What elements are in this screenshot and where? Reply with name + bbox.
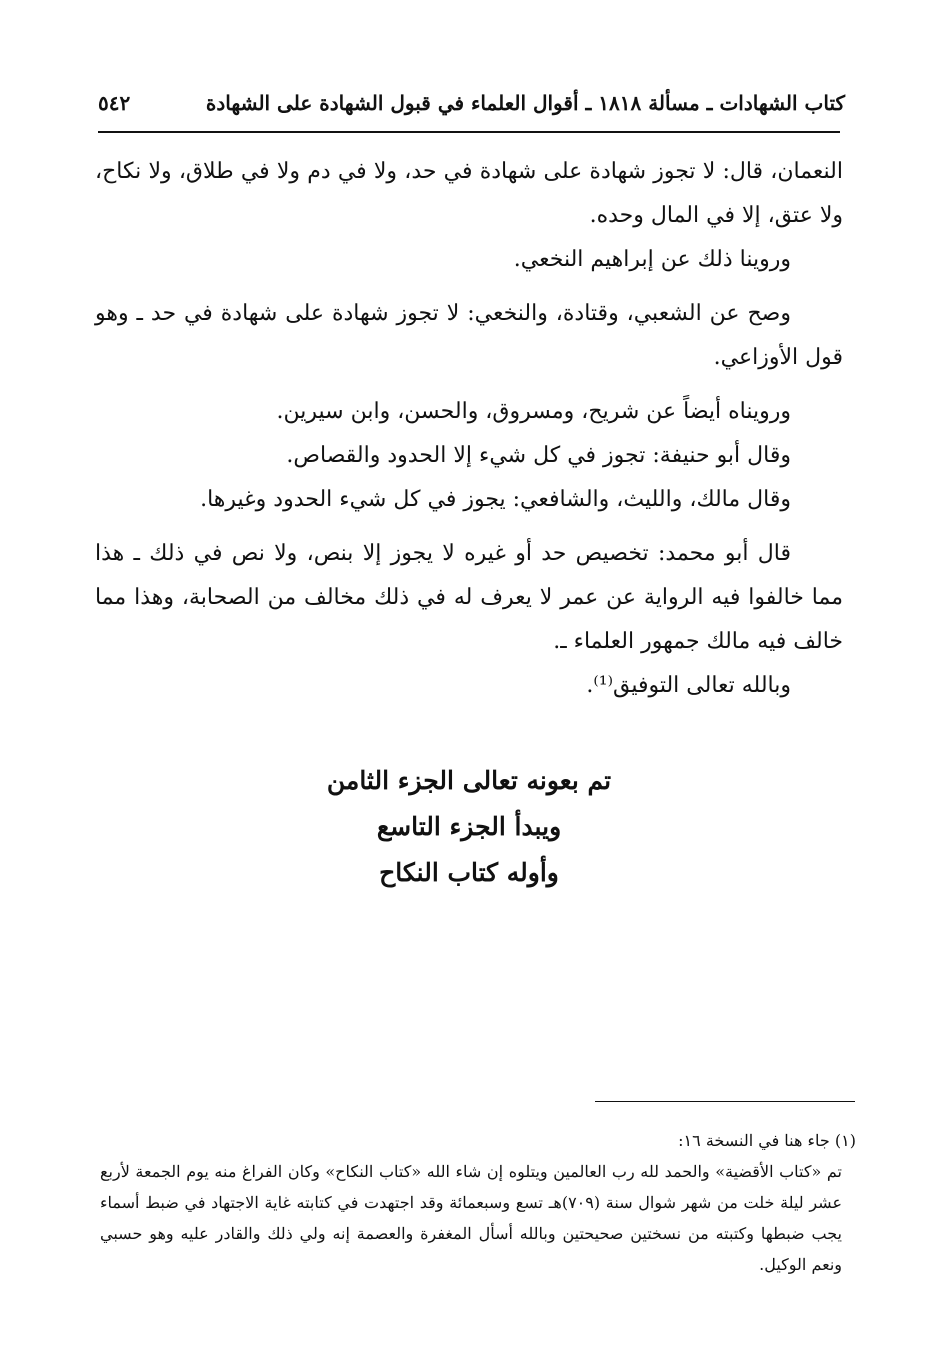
header-rule [98, 131, 840, 133]
page-header [98, 80, 845, 126]
footnotes [100, 1125, 856, 1280]
footnote-rule [595, 1101, 855, 1102]
closing-line: وأوله كتاب النكاح [379, 858, 559, 887]
paragraph: النعمان، قال: لا تجوز شهادة على شهادة في حد، ولا في دم ولا في طلاق، ولا نكاح، ولا عتق، إلا في المال وحده. [95, 159, 843, 228]
paragraph: وقال مالك، والليث، والشافعي: يجوز في كل شيء الحدود وغيرها. [200, 487, 791, 512]
running-title: كتاب الشهادات ـ مسألة ١٨١٨ ـ أقوال العلماء في قبول الشهادة على الشهادة [205, 91, 845, 115]
closing-line: تم بعونه تعالى الجزء الثامن [326, 766, 612, 795]
paragraph: وقال أبو حنيفة: تجوز في كل شيء إلا الحدود والقصاص. [286, 443, 791, 468]
footnote-marker-line: (١) جاء هنا في النسخة ١٦: [678, 1131, 856, 1150]
paragraph: قال أبو محمد: تخصيص حد أو غيره لا يجوز إلا بنص، ولا نص في ذلك ـ هذا مما خالفوا فيه الرواية عن عمر لا يعرف له في ذلك مخالف من الصحابة، وهذا مما خالف فيه مالك جمهور العلماء ـ. [95, 541, 843, 654]
closing-colophon [0, 758, 938, 896]
page-number: ٥٤٢ [98, 91, 131, 115]
paragraph: وبالله تعالى التوفيق⁽¹⁾. [586, 673, 791, 698]
closing-line: ويبدأ الجزء التاسع [376, 812, 562, 841]
footnote-text: تم «كتاب الأقضية» والحمد لله رب العالمين ويتلوه إن شاء الله «كتاب النكاح» وكان الفراغ منه يوم الجمعة لأربع عشر ليلة خلت من شهر شوال سنة (٧٠٩)هـ تسع وسبعمائة وقد اجتهدت في كتابته غاية الاجتهاد في ضبط أسماء يجب ضبطها وكتبته من نسختين صحيحتين وبالله أسأل المغفرة والعصمة إنه ولي ذلك والقادر عليه وهو حسبي ونعم الوكيل. [100, 1162, 842, 1274]
paragraph: وروينا ذلك عن إبراهيم النخعي. [513, 247, 791, 272]
paragraph: ورويناه أيضاً عن شريح، ومسروق، والحسن، وابن سيرين. [276, 399, 791, 424]
body-text [95, 150, 843, 708]
paragraph: وصح عن الشعبي، وقتادة، والنخعي: لا تجوز شهادة على شهادة في حد ـ وهو قول الأوزاعي. [95, 301, 843, 370]
